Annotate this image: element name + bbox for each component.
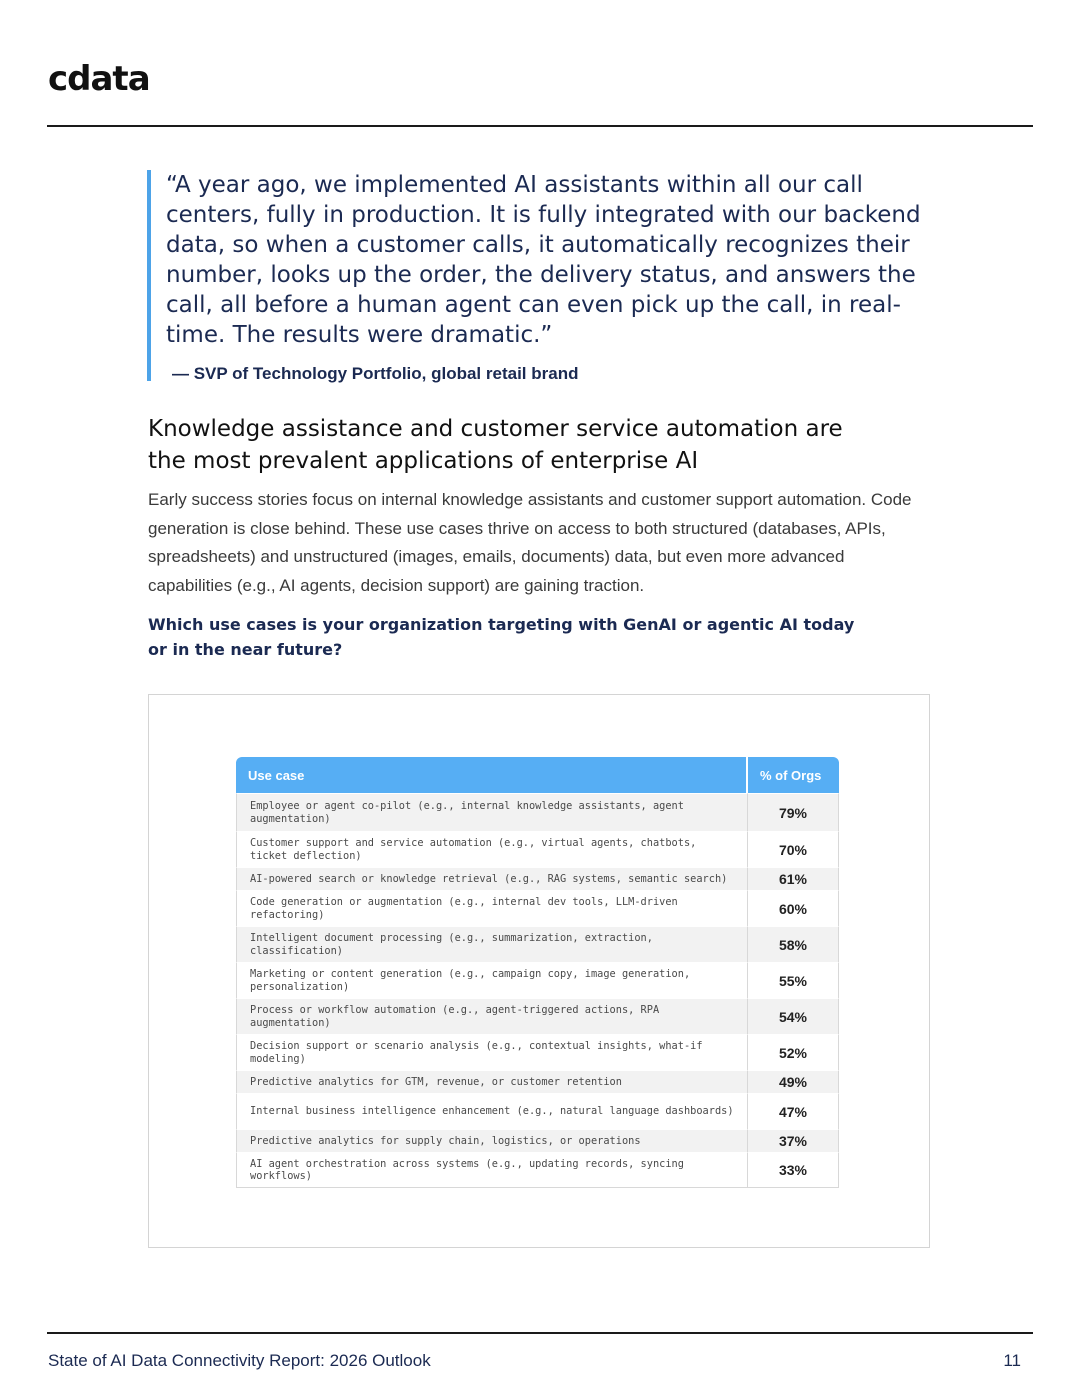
- use-case-cell: Employee or agent co-pilot (e.g., internal knowledge assistants, agent augmentation): [236, 793, 748, 831]
- pct-cell: 37%: [748, 1129, 839, 1152]
- pct-cell: 70%: [748, 831, 839, 867]
- use-case-cell: Predictive analytics for GTM, revenue, or customer retention: [236, 1070, 748, 1093]
- use-case-cell: Internal business intelligence enhancement (e.g., natural language dashboards): [236, 1093, 748, 1129]
- table-row: [236, 1070, 839, 1093]
- pct-cell: 54%: [748, 998, 839, 1034]
- table-row: [236, 926, 839, 962]
- use-case-cell: Customer support and service automation (e.g., virtual agents, chatbots, ticket deflection): [236, 831, 748, 867]
- table-row: [236, 831, 839, 867]
- use-case-cell: Decision support or scenario analysis (e.g., contextual insights, what-if modeling): [236, 1034, 748, 1070]
- pct-cell: 52%: [748, 1034, 839, 1070]
- cdata-logo: cdata: [48, 59, 150, 99]
- section-body: Early success stories focus on internal knowledge assistants and customer support automation. Code generation is close behind. These use cases thrive on access to both structured (databases, APIs, spreadsheets) and unstructured (images, emails, documents) data, but even more advanced capabilities (e.g., AI agents, decision support) are gaining traction.: [148, 490, 912, 595]
- table-row: [236, 793, 839, 831]
- use-case-cell: Intelligent document processing (e.g., summarization, extraction, classification): [236, 926, 748, 962]
- pct-cell: 55%: [748, 962, 839, 998]
- table-row: [236, 998, 839, 1034]
- table-row: [236, 1129, 839, 1152]
- pct-orgs-column-header: % of Orgs: [748, 757, 839, 793]
- use-case-cell: Code generation or augmentation (e.g., internal dev tools, LLM-driven refactoring): [236, 890, 748, 926]
- table-row: [236, 962, 839, 998]
- customer-quote: “A year ago, we implemented AI assistants within all our call centers, fully in production. It is fully integrated with our backend data, so when a customer calls, it automatically recognizes their number, looks up the order, the delivery status, and answers the call, all before a human agent can even pick up the call, in real-time. The results were dramatic.”: [166, 172, 921, 348]
- pct-cell: 49%: [748, 1070, 839, 1093]
- footer-report-title: State of AI Data Connectivity Report: 2026 Outlook: [48, 1351, 431, 1370]
- pct-cell: 60%: [748, 890, 839, 926]
- quote-attribution: — SVP of Technology Portfolio, global retail brand: [172, 364, 579, 383]
- table-row: [236, 867, 839, 890]
- quote-accent-bar: [147, 170, 151, 381]
- table-row: [236, 890, 839, 926]
- table-row: [236, 1034, 839, 1070]
- page-number: 11: [1003, 1351, 1021, 1370]
- table-header-row: [236, 757, 839, 793]
- pct-cell: 58%: [748, 926, 839, 962]
- use-case-cell: Marketing or content generation (e.g., campaign copy, image generation, personalization): [236, 962, 748, 998]
- pct-cell: 47%: [748, 1093, 839, 1129]
- pct-cell: 33%: [748, 1152, 839, 1188]
- use-case-cell: AI agent orchestration across systems (e.g., updating records, syncing workflows): [236, 1152, 748, 1188]
- footer-divider: [47, 1332, 1033, 1334]
- pct-cell: 61%: [748, 867, 839, 890]
- use-case-cell: AI-powered search or knowledge retrieval (e.g., RAG systems, semantic search): [236, 867, 748, 890]
- section-title: Knowledge assistance and customer service automation are the most prevalent applications of enterprise AI: [148, 416, 843, 474]
- pct-cell: 79%: [748, 793, 839, 831]
- table-body: [236, 793, 839, 1188]
- use-case-cell: Process or workflow automation (e.g., agent-triggered actions, RPA augmentation): [236, 998, 748, 1034]
- table-row: [236, 1152, 839, 1188]
- table-row: [236, 1093, 839, 1129]
- use-case-table: [236, 757, 839, 1188]
- use-case-cell: Predictive analytics for supply chain, logistics, or operations: [236, 1129, 748, 1152]
- use-case-column-header: Use case: [236, 757, 748, 793]
- survey-question: Which use cases is your organization targeting with GenAI or agentic AI today or in the near future?: [148, 615, 855, 659]
- header-divider: [47, 125, 1033, 127]
